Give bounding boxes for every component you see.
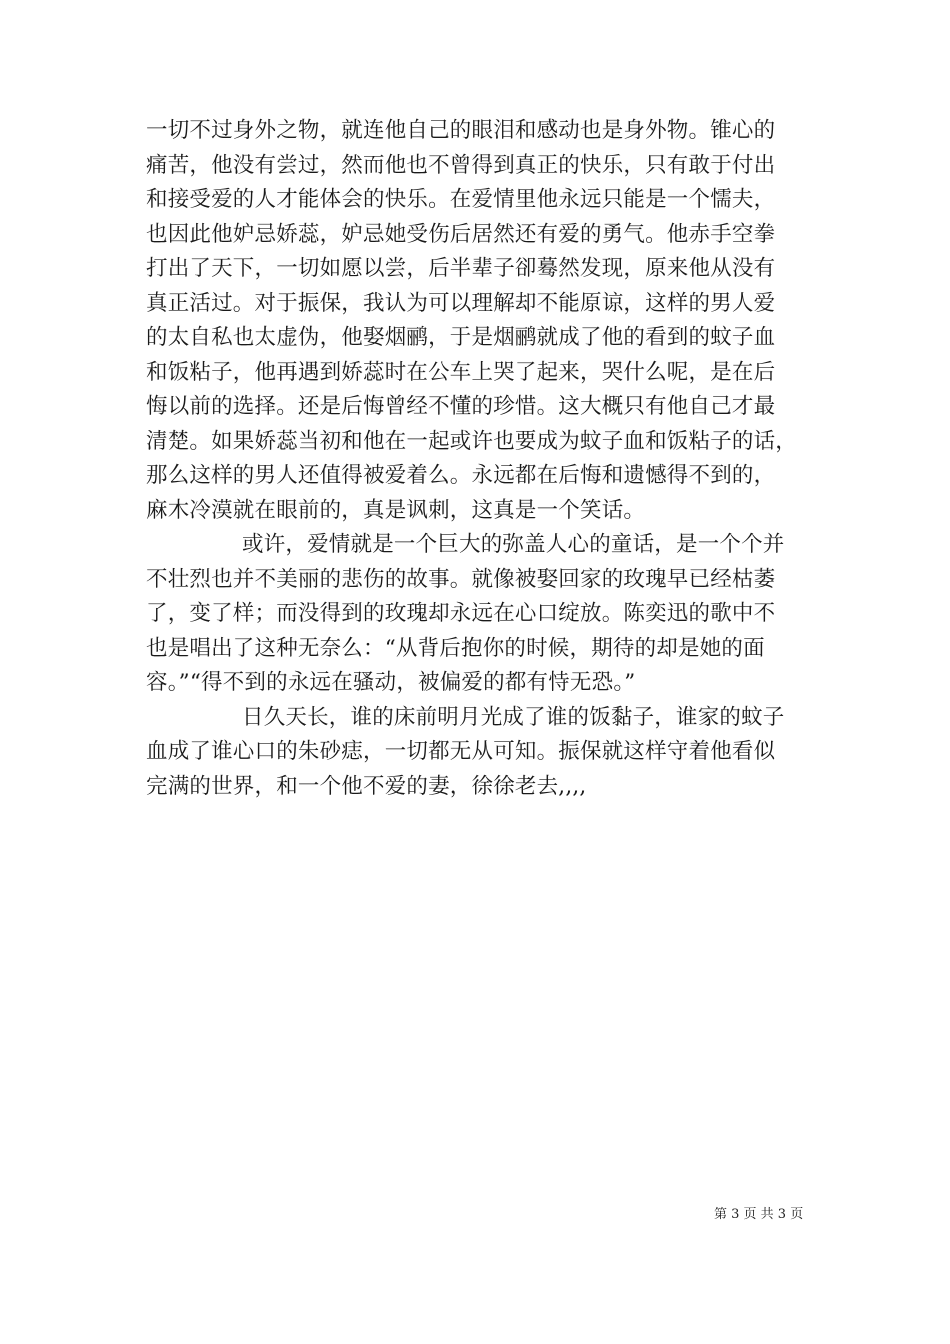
paragraph-1 <box>146 114 818 528</box>
text-line-indented: 日久天长，谁的床前明月光成了谁的饭黏子，谁家的蚊子 <box>242 704 785 730</box>
text-line: 不壮烈也并不美丽的悲伤的故事。就像被娶回家的玫瑰早已经枯萎 <box>146 566 776 592</box>
text-line: 痛苦，他没有尝过，然而他也不曾得到真正的快乐，只有敢于付出 <box>146 152 776 178</box>
text-line: 和接受爱的人才能体会的快乐。在爱情里他永远只能是一个懦夫， <box>146 187 776 212</box>
text-line: 和饭粘子，他再遇到娇蕊时在公车上哭了起来，哭什么呢，是在后 <box>146 359 776 385</box>
text-line: 悔以前的选择。还是后悔曾经不懂的珍惜。这大概只有他自己才最 <box>146 394 776 419</box>
text-line: 的太自私也太虚伪，他娶烟鹂，于是烟鹂就成了他的看到的蚊子血 <box>146 325 776 350</box>
text-line: 真正活过。对于振保，我认为可以理解却不能原谅，这样的男人爱 <box>146 290 776 316</box>
paragraph-2 <box>146 528 818 701</box>
text-line: 也是唱出了这种无奈么：“从背后抱你的时候，期待的却是她的面 <box>146 635 765 661</box>
text-line: 打出了天下，一切如愿以尝，后半辈子卻蓦然发现，原来他从没有 <box>146 256 776 281</box>
text-line: 完满的世界，和一个他不爱的妻，徐徐老去,,,, <box>146 773 587 799</box>
text-line: 也因此他妒忌娇蕊，妒忌她受伤后居然还有爱的勇气。他赤手空拳 <box>146 221 776 247</box>
text-line: 一切不过身外之物，就连他自己的眼泪和感动也是身外物。锥心的 <box>146 118 776 143</box>
text-line: 容。”“得不到的永远在骚动，被偏爱的都有恃无恐。” <box>146 670 636 695</box>
text-line: 血成了谁心口的朱砂痣，一切都无从可知。振保就这样守着他看似 <box>146 739 776 764</box>
text-line-indented: 或许，爱情就是一个巨大的弥盖人心的童话，是一个个并 <box>242 532 785 557</box>
text-line: 清楚。如果娇蕊当初和他在一起或许也要成为蚊子血和饭粘子的话， <box>146 428 798 454</box>
text-line: 了，变了样；而没得到的玫瑰却永远在心口绽放。陈奕迅的歌中不 <box>146 601 776 626</box>
document-body <box>146 114 818 804</box>
text-line: 麻木冷漠就在眼前的，真是讽刺，这真是一个笑话。 <box>146 497 646 523</box>
paragraph-3 <box>146 701 818 805</box>
page-number-footer: 第 3 页 共 3 页 <box>714 1207 804 1222</box>
text-line: 那么这样的男人还值得被爱着么。永远都在后悔和遗憾得不到的， <box>146 463 776 488</box>
